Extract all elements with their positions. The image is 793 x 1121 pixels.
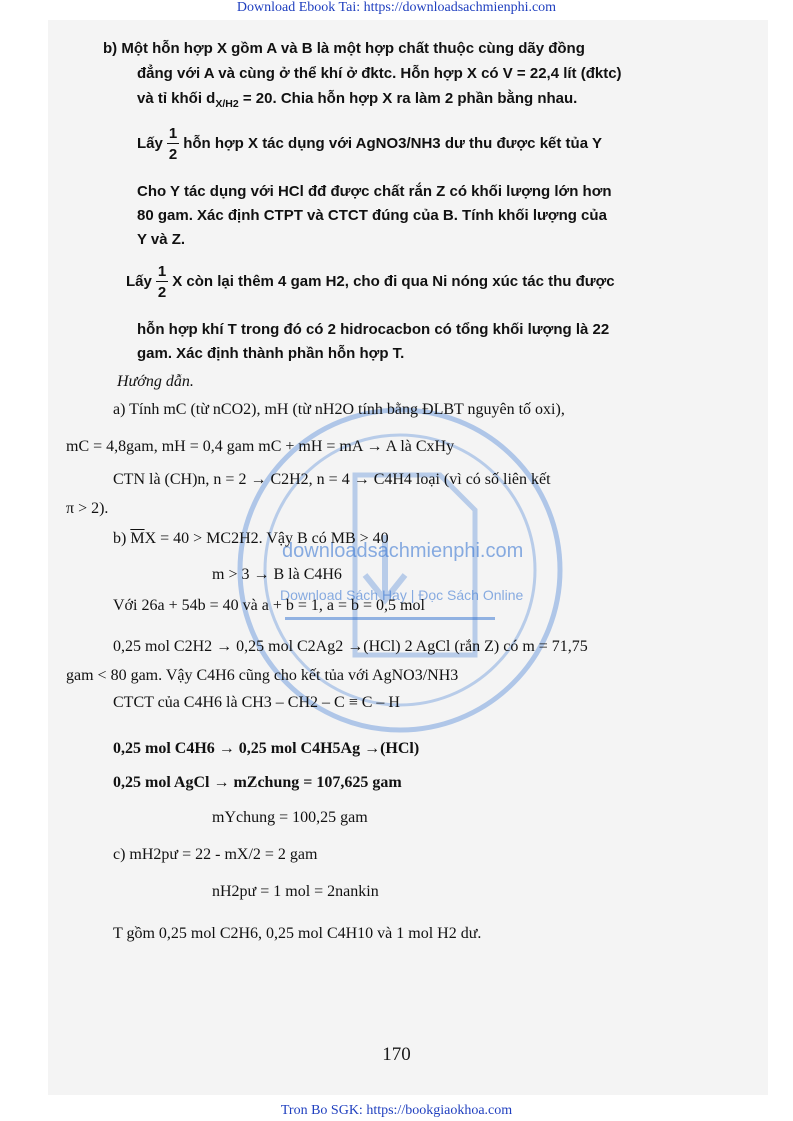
solution-b-line-7: 0,25 mol C4H6 → 0,25 mol C4H5Ag →(HCl) — [113, 740, 420, 757]
solution-b-line-1: b) $\overline{M}X = 40 > MC2H2$. Vậy B có MB > 40 — [113, 530, 389, 547]
problem-line-2: đẳng với A và cùng ở thể khí ở đktc. Hỗn hợp X có V = 22,4 lít (đktc) — [137, 65, 622, 82]
solution-b-line-2: m > 3 → B là C4H6 — [212, 566, 342, 583]
problem-part1-line-4: Y và Z. — [137, 231, 186, 248]
solution-c-line-3: T gồm 0,25 mol C2H6, 0,25 mol C4H10 và 1 mol H2 dư. — [113, 925, 482, 942]
solution-b-line-6: CTCT của C4H6 là CH3 – CH2 – C ≡ C – H — [113, 694, 400, 711]
solution-c-line-2: nH2pư = 1 mol = 2nankin — [212, 883, 379, 900]
solution-a-line-1: a) Tính mC (từ nCO2), mH (từ nH2O tính bằng ĐLBT nguyên tố oxi), — [113, 401, 565, 418]
watermark-site: downloadsachmienphi.com — [282, 540, 524, 562]
fraction-half-2: $\frac{1}{2}$ — [157, 263, 167, 301]
fraction-half: $\frac{1}{2}$ — [168, 125, 178, 163]
problem-part2-line-3: gam. Xác định thành phần hỗn hợp T. — [137, 345, 405, 362]
solution-b-line-8: 0,25 mol AgCl → mZchung = 107,625 gam — [113, 774, 402, 791]
solution-b-line-3: Với 26a + 54b = 40 và a + b = 1, a = b = 0,5 mol — [113, 597, 425, 614]
problem-line-3: và tỉ khối $d_{X/H2} = 20$. Chia hỗn hợp X ra làm 2 phần bằng nhau. — [137, 90, 578, 110]
problem-part1-line-2: Cho Y tác dụng với HCl đđ được chất rắn Z có khối lượng lớn hơn — [137, 183, 612, 200]
solution-a-line-4: π > 2). — [66, 500, 109, 517]
solution-a-line-3: CTN là (CH)n, n = 2 → C2H2, n = 4 → C4H4 loại (vì có số liên kết — [113, 471, 551, 488]
solution-heading: Hướng dẫn. — [117, 373, 194, 390]
watermark-slogan: Download Sách Hay | Đọc Sách Online — [280, 587, 524, 603]
solution-a-line-2: mC = 4,8gam, mH = 0,4 gam mC + mH = mA → A là CxHy — [66, 438, 455, 455]
problem-part2-line-2: hỗn hợp khí T trong đó có 2 hidrocacbon có tổng khối lượng là 22 — [137, 321, 610, 338]
solution-c-line-1: c) mH2pư = 22 - mX/2 = 2 gam — [113, 846, 318, 863]
solution-b-line-5: gam < 80 gam. Vậy C4H6 cũng cho kết tủa với AgNO3/NH3 — [66, 667, 459, 684]
problem-line-1: b) Một hỗn hợp X gồm A và B là một hợp chất thuộc cùng dãy đồng — [103, 40, 585, 57]
page-number: 170 — [382, 1044, 411, 1065]
solution-b-line-9: mYchung = 100,25 gam — [212, 809, 368, 826]
problem-part1-line-3: 80 gam. Xác định CTPT và CTCT đúng của B. Tính khối lượng của — [137, 207, 607, 224]
solution-b-line-4: 0,25 mol C2H2 → 0,25 mol C2Ag2 →(HCl) 2 AgCl (rắn Z) có m = 71,75 — [113, 638, 588, 655]
header-download-link[interactable]: Download Ebook Tai: https://downloadsachmienphi.com — [236, 0, 557, 15]
problem-part1-line-1: Lấy $\frac{1}{2}$ hỗn hợp X tác dụng với AgNO3/NH3 dư thu được kết tủa Y — [137, 125, 602, 163]
watermark-underline — [285, 617, 495, 620]
problem-part2-line-1: Lấy $\frac{1}{2}$ X còn lại thêm 4 gam H2, cho đi qua Ni nóng xúc tác thu được — [126, 263, 615, 301]
footer-sgk-link[interactable]: Tron Bo SGK: https://bookgiaokhoa.com — [280, 1103, 513, 1118]
